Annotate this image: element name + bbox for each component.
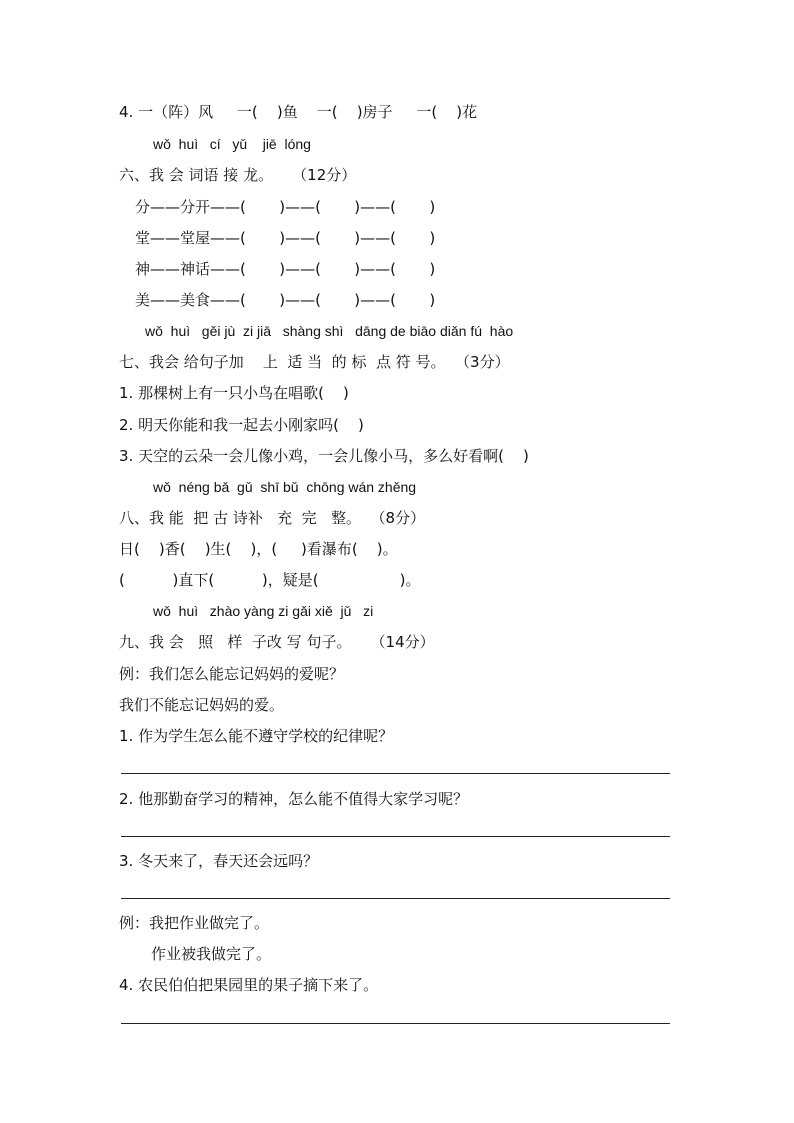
poem-line-1: 日( )香( )生( )，( )看瀑布( )。 bbox=[119, 540, 398, 558]
punctuation-question: 2. 明天你能和我一起去小刚家吗( ) bbox=[119, 416, 364, 434]
rewrite-question: 2. 他那勤奋学习的精神，怎么能不值得大家学习呢？ bbox=[119, 790, 469, 808]
answer-line[interactable] bbox=[121, 898, 670, 899]
answer-line[interactable] bbox=[121, 773, 670, 774]
word-chain-row: 分——分开——( )——( )——( ) bbox=[135, 198, 436, 216]
punctuation-question: 3. 天空的云朵一会儿像小鸡，一会儿像小马，多么好看啊( ) bbox=[119, 447, 529, 465]
example-1-question: 例：我们怎么能忘记妈妈的爱呢？ bbox=[119, 665, 345, 683]
word-chain-row: 堂——堂屋——( )——( )——( ) bbox=[135, 229, 436, 247]
section-7-title: 七、我会 给句子加 上 适 当 的 标 点 符 号。 （3分） bbox=[119, 353, 510, 371]
rewrite-question: 1. 作为学生怎么能不遵守学校的纪律呢？ bbox=[119, 727, 394, 745]
pinyin-section-7: wǒ huì gěi jù zi jiā shàng shì dāng de biāo diǎn fú hào bbox=[145, 323, 514, 339]
example-2-question: 例：我把作业做完了。 bbox=[119, 914, 270, 932]
poem-line-2: ( )直下( )，疑是( )。 bbox=[119, 571, 421, 589]
pinyin-section-6: wǒ huì cí yǔ jiē lóng bbox=[153, 136, 311, 152]
word-chain-row: 美——美食——( )——( )——( ) bbox=[135, 291, 436, 309]
example-1-answer: 我们不能忘记妈妈的爱。 bbox=[119, 696, 285, 714]
pinyin-section-8: wǒ néng bǎ gǔ shī bǔ chōng wán zhěng bbox=[153, 479, 417, 495]
question-4-measure-words: 4. 一（阵）风 一( )鱼 一( )房子 一( )花 bbox=[119, 103, 478, 121]
example-2-answer: 作业被我做完了。 bbox=[151, 945, 272, 963]
section-8-title: 八、我 能 把 古 诗补 充 完 整。 （8分） bbox=[119, 509, 426, 527]
rewrite-question: 3. 冬天来了，春天还会远吗？ bbox=[119, 852, 319, 870]
pinyin-section-9: wǒ huì zhào yàng zi gǎi xiě jǔ zi bbox=[153, 603, 374, 619]
punctuation-question: 1. 那棵树上有一只小鸟在唱歌( ) bbox=[119, 384, 349, 402]
answer-line[interactable] bbox=[121, 1023, 670, 1024]
word-chain-row: 神——神话——( )——( )——( ) bbox=[135, 260, 436, 278]
section-9-title: 九、我 会 照 样 子改 写 句子。 （14分） bbox=[119, 633, 435, 651]
rewrite-question: 4. 农民伯伯把果园里的果子摘下来了。 bbox=[119, 976, 379, 994]
answer-line[interactable] bbox=[121, 836, 670, 837]
section-6-title: 六、我 会 词语 接 龙。 （12分） bbox=[119, 166, 357, 184]
